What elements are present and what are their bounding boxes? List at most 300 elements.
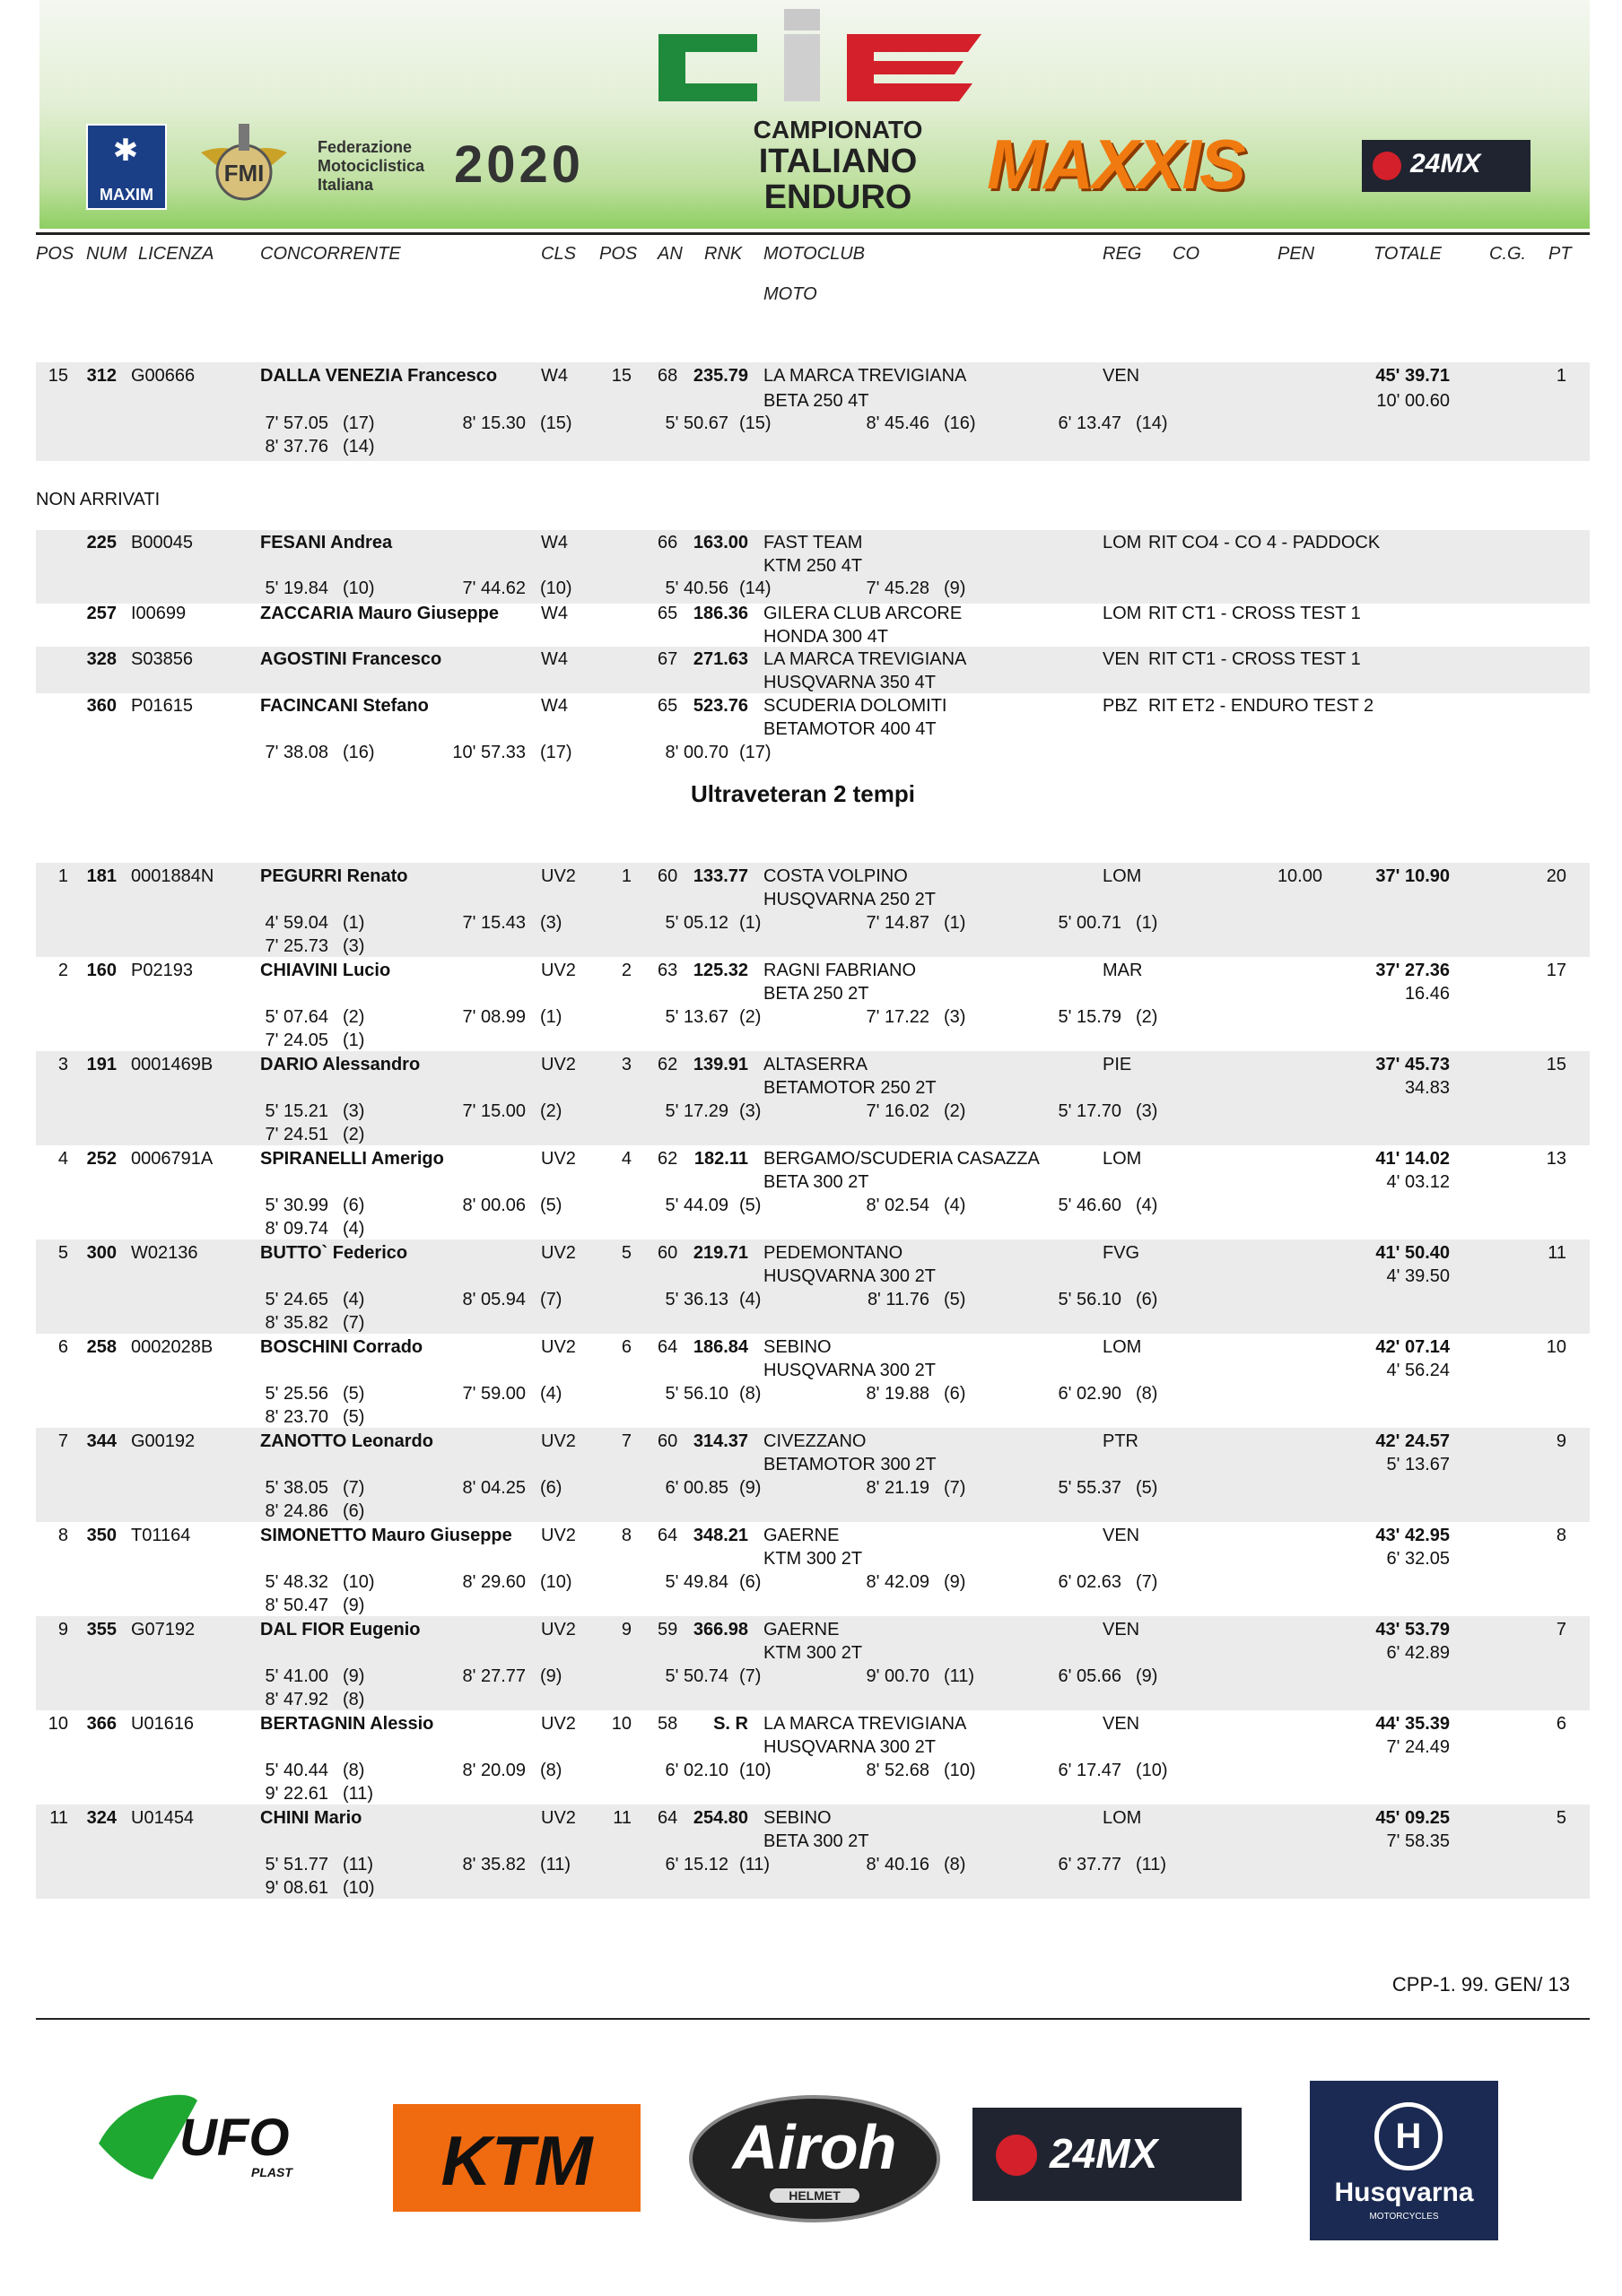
header-divider — [36, 232, 1590, 235]
test-time: 8' 47.92 — [265, 1690, 328, 1709]
rider-name: CHIAVINI Lucio — [260, 961, 391, 980]
page-code: CPP-1. 99. GEN/ 13 — [1391, 1973, 1570, 1996]
test-time: 5' 15.79 — [1058, 1007, 1121, 1027]
moto: BETA 300 2T — [763, 1831, 869, 1851]
class: UV2 — [541, 1149, 576, 1169]
test-rank: (6) — [343, 1501, 365, 1521]
col-class-pos: POS — [599, 244, 638, 264]
test-time: 9' 00.70 — [866, 1666, 929, 1686]
licenza: 0001884N — [131, 866, 214, 886]
gap-time: 5' 13.67 — [1386, 1455, 1450, 1474]
pos: 6 — [57, 1337, 68, 1357]
test-rank: (10) — [343, 1878, 375, 1898]
points: 9 — [1556, 1431, 1566, 1451]
test-rank: (5) — [1136, 1478, 1158, 1498]
test-rank: (1) — [944, 913, 966, 933]
points: 5 — [1556, 1808, 1566, 1828]
maxim-star-icon: ✱ — [112, 134, 139, 168]
class-pos: 5 — [621, 1243, 632, 1263]
moto: HUSQVARNA 300 2T — [763, 1266, 936, 1286]
pos: 9 — [57, 1620, 68, 1639]
test-rank: (16) — [944, 413, 976, 433]
col-num: NUM — [86, 244, 127, 264]
test-time: 5' 56.10 — [665, 1384, 728, 1404]
test-time: 5' 00.71 — [1058, 913, 1121, 933]
test-time: 8' 50.47 — [265, 1596, 328, 1615]
rider-name: FACINCANI Stefano — [260, 696, 429, 716]
test-time: 7' 38.08 — [265, 743, 328, 762]
year: 58 — [658, 1714, 678, 1734]
test-rank: (1) — [540, 1007, 562, 1027]
motoclub: LA MARCA TREVIGIANA — [763, 366, 967, 386]
licenza: 0002028B — [131, 1337, 214, 1357]
test-rank: (11) — [944, 1666, 975, 1686]
class-pos: 8 — [621, 1526, 632, 1545]
year: 59 — [658, 1620, 678, 1639]
ktm-label: KTM — [440, 2121, 593, 2200]
test-rank: (4) — [343, 1290, 365, 1309]
test-time: 5' 25.56 — [265, 1384, 328, 1404]
test-time: 5' 49.84 — [665, 1572, 728, 1592]
test-rank: (4) — [540, 1384, 562, 1404]
test-time: 6' 17.47 — [1058, 1761, 1121, 1780]
test-rank: (10) — [343, 578, 375, 598]
class: W4 — [541, 604, 568, 623]
test-rank: (4) — [343, 1219, 365, 1239]
test-time: 8' 19.88 — [866, 1384, 929, 1404]
ranking: 523.76 — [693, 696, 748, 716]
test-time: 5' 13.67 — [665, 1007, 728, 1027]
test-time: 8' 20.09 — [462, 1761, 526, 1780]
test-rank: (5) — [343, 1384, 365, 1404]
pos: 2 — [57, 961, 68, 980]
test-time: 8' 21.19 — [866, 1478, 929, 1498]
class: UV2 — [541, 1431, 576, 1451]
test-time: 6' 00.85 — [665, 1478, 728, 1498]
ranking: 186.36 — [693, 604, 748, 623]
total-time: 41' 50.40 — [1375, 1243, 1450, 1263]
test-rank: (17) — [540, 743, 572, 762]
ranking: 186.84 — [693, 1337, 748, 1357]
num: 252 — [86, 1149, 117, 1169]
year: 64 — [658, 1337, 678, 1357]
test-rank: (5) — [739, 1196, 762, 1215]
championship-name — [703, 117, 972, 215]
year: 68 — [658, 366, 678, 386]
licenza: P02193 — [131, 961, 193, 980]
moto: HUSQVARNA 300 2T — [763, 1737, 936, 1757]
test-time: 8' 15.30 — [462, 413, 526, 433]
test-time: 5' 24.65 — [265, 1290, 328, 1309]
airoh-helmet-label: HELMET — [770, 2188, 859, 2203]
points: 6 — [1556, 1714, 1566, 1734]
test-rank: (14) — [343, 437, 375, 457]
ranking: 314.37 — [693, 1431, 748, 1451]
moto: BETA 250 2T — [763, 984, 869, 1004]
num: 191 — [86, 1055, 117, 1074]
ktm-logo — [393, 2104, 641, 2212]
licenza: G00666 — [131, 366, 196, 386]
test-rank: (17) — [739, 743, 772, 762]
class: UV2 — [541, 1714, 576, 1734]
test-rank: (5) — [343, 1407, 365, 1427]
motoclub: ALTASERRA — [763, 1055, 868, 1074]
test-rank: (8) — [343, 1690, 365, 1709]
licenza: U01454 — [131, 1808, 195, 1828]
class: W4 — [541, 649, 568, 669]
test-time: 8' 24.86 — [265, 1501, 328, 1521]
licenza: S03856 — [131, 649, 193, 669]
motoclub: LA MARCA TREVIGIANA — [763, 649, 967, 669]
test-time: 7' 59.00 — [462, 1384, 526, 1404]
test-rank: (4) — [944, 1196, 966, 1215]
test-rank: (14) — [1136, 413, 1168, 433]
class-pos: 15 — [611, 366, 632, 386]
24mx-mark-icon — [996, 2135, 1037, 2176]
ranking: 139.91 — [693, 1055, 748, 1074]
total-time: 43' 42.95 — [1375, 1526, 1450, 1545]
gap-time: 4' 56.24 — [1386, 1361, 1450, 1380]
test-time: 7' 57.05 — [265, 413, 328, 433]
rider-name: PEGURRI Renato — [260, 866, 408, 886]
licenza: B00045 — [131, 533, 193, 552]
year: 64 — [658, 1808, 678, 1828]
gap-time: 4' 39.50 — [1386, 1266, 1450, 1286]
ranking: S. R — [713, 1714, 748, 1734]
test-time: 5' 17.70 — [1058, 1101, 1121, 1121]
test-rank: (2) — [944, 1101, 966, 1121]
test-rank: (8) — [343, 1761, 365, 1780]
year: 63 — [658, 961, 678, 980]
moto: BETAMOTOR 400 4T — [763, 719, 937, 739]
test-time: 8' 11.76 — [867, 1290, 929, 1309]
test-rank: (9) — [739, 1478, 762, 1498]
test-rank: (10) — [540, 578, 572, 598]
test-rank: (10) — [1136, 1761, 1168, 1780]
test-time: 8' 09.74 — [265, 1219, 328, 1239]
test-rank: (9) — [540, 1666, 562, 1686]
test-rank: (10) — [739, 1761, 772, 1780]
year: 62 — [658, 1149, 678, 1169]
test-time: 8' 29.60 — [462, 1572, 526, 1592]
penalty: 10.00 — [1277, 866, 1322, 886]
test-time: 8' 45.46 — [866, 413, 929, 433]
24mx-logo — [1362, 140, 1530, 192]
gap-time: 34.83 — [1404, 1078, 1450, 1098]
motoclub: SEBINO — [763, 1337, 832, 1357]
ufo-plast-logo — [90, 2090, 341, 2188]
ranking: 182.11 — [693, 1149, 748, 1169]
test-rank: (2) — [1136, 1007, 1158, 1027]
championship-line: ITALIANO — [758, 143, 918, 180]
pos: 8 — [57, 1526, 68, 1545]
licenza: 0001469B — [131, 1055, 214, 1074]
test-rank: (7) — [540, 1290, 562, 1309]
total-time: 37' 10.90 — [1375, 866, 1450, 886]
total-time: 45' 09.25 — [1375, 1808, 1450, 1828]
test-rank: (5) — [944, 1290, 966, 1309]
total-time: 42' 24.57 — [1375, 1431, 1450, 1451]
col-moto: MOTO — [763, 284, 817, 304]
total-time: 43' 53.79 — [1375, 1620, 1450, 1639]
col-concorrente: CONCORRENTE — [260, 244, 401, 264]
test-time: 7' 17.22 — [866, 1007, 929, 1027]
class: UV2 — [541, 1526, 576, 1545]
test-time: 10' 57.33 — [452, 743, 526, 762]
rider-name: SIMONETTO Mauro Giuseppe — [260, 1526, 512, 1545]
rider-name: DARIO Alessandro — [260, 1055, 421, 1074]
cie-logo — [650, 7, 990, 115]
region: LOM — [1103, 866, 1142, 886]
federation-name — [318, 138, 424, 195]
test-rank: (14) — [739, 578, 772, 598]
test-rank: (3) — [1136, 1101, 1158, 1121]
airoh-logo — [689, 2095, 940, 2221]
test-rank: (6) — [540, 1478, 562, 1498]
test-rank: (16) — [343, 743, 375, 762]
moto: HUSQVARNA 350 4T — [763, 673, 936, 692]
licenza: 0006791A — [131, 1149, 214, 1169]
class-pos: 7 — [621, 1431, 632, 1451]
num: 360 — [86, 696, 117, 716]
motoclub: COSTA VOLPINO — [763, 866, 908, 886]
championship-line: CAMPIONATO — [753, 116, 923, 144]
motoclub: GAERNE — [763, 1620, 840, 1639]
test-time: 7' 25.73 — [265, 936, 328, 956]
federation-line: Motociclistica — [318, 157, 425, 175]
gap-time: 4' 03.12 — [1386, 1172, 1450, 1192]
test-time: 8' 02.54 — [866, 1196, 929, 1215]
championship-line: ENDURO — [763, 178, 912, 216]
col-cls: CLS — [541, 244, 576, 264]
test-time: 6' 15.12 — [665, 1855, 728, 1874]
test-rank: (7) — [343, 1478, 365, 1498]
ranking: 163.00 — [693, 533, 748, 552]
points: 17 — [1546, 961, 1566, 980]
col-totale: TOTALE — [1373, 244, 1442, 264]
licenza: U01616 — [131, 1714, 195, 1734]
year: 66 — [658, 533, 678, 552]
rider-name: CHINI Mario — [260, 1808, 362, 1828]
motoclub: PEDEMONTANO — [763, 1243, 903, 1263]
test-time: 8' 40.16 — [866, 1855, 929, 1874]
num: 160 — [86, 961, 117, 980]
col-reg: REG — [1103, 244, 1142, 264]
test-time: 6' 13.47 — [1058, 413, 1121, 433]
test-rank: (10) — [944, 1761, 976, 1780]
moto: BETA 300 2T — [763, 1172, 869, 1192]
test-rank: (8) — [944, 1855, 966, 1874]
class: UV2 — [541, 961, 576, 980]
motoclub: SCUDERIA DOLOMITI — [763, 696, 947, 716]
test-rank: (7) — [343, 1313, 365, 1333]
region: VEN — [1103, 1526, 1140, 1545]
motoclub: RAGNI FABRIANO — [763, 961, 917, 980]
footer-divider — [36, 2018, 1590, 2020]
year: 60 — [658, 866, 678, 886]
season-year: 2020 — [454, 135, 585, 194]
licenza: G00192 — [131, 1431, 196, 1451]
test-time: 5' 36.13 — [665, 1290, 728, 1309]
motoclub: GILERA CLUB ARCORE — [763, 604, 963, 623]
ranking: 348.21 — [693, 1526, 748, 1545]
ranking: 125.32 — [693, 961, 748, 980]
points: 7 — [1556, 1620, 1566, 1639]
num: 258 — [86, 1337, 117, 1357]
test-rank: (1) — [343, 1031, 365, 1050]
region: LOM — [1103, 1337, 1142, 1357]
class-pos: 11 — [613, 1808, 632, 1828]
motoclub: FAST TEAM — [763, 533, 863, 552]
num: 324 — [86, 1808, 117, 1828]
points: 11 — [1548, 1243, 1566, 1263]
class-pos: 10 — [611, 1714, 632, 1734]
test-time: 5' 05.12 — [665, 913, 728, 933]
test-time: 7' 08.99 — [462, 1007, 526, 1027]
test-time: 7' 45.28 — [866, 578, 929, 598]
class: W4 — [541, 366, 568, 386]
year: 65 — [658, 696, 678, 716]
retire-status: RIT ET2 - ENDURO TEST 2 — [1148, 696, 1374, 716]
col-cg: C.G. — [1489, 244, 1527, 264]
test-time: 6' 02.10 — [665, 1761, 728, 1780]
test-time: 8' 00.06 — [462, 1196, 526, 1215]
num: 225 — [86, 533, 117, 552]
test-rank: (11) — [540, 1855, 571, 1874]
test-time: 6' 02.63 — [1058, 1572, 1121, 1592]
rider-name: DALLA VENEZIA Francesco — [260, 366, 498, 386]
test-rank: (8) — [540, 1761, 562, 1780]
plast-label: PLAST — [251, 2165, 292, 2179]
class-pos: 3 — [621, 1055, 632, 1074]
husqvarna-label: Husqvarna — [1334, 2178, 1474, 2207]
region: LOM — [1103, 533, 1142, 552]
points: 20 — [1546, 866, 1566, 886]
licenza: G07192 — [131, 1620, 196, 1639]
test-rank: (6) — [1136, 1290, 1158, 1309]
motoclub: LA MARCA TREVIGIANA — [763, 1714, 967, 1734]
test-time: 7' 24.51 — [265, 1125, 328, 1144]
test-time: 5' 30.99 — [265, 1196, 328, 1215]
test-time: 9' 22.61 — [265, 1784, 328, 1804]
test-rank: (11) — [739, 1855, 771, 1874]
test-rank: (7) — [1136, 1572, 1158, 1592]
test-rank: (3) — [739, 1101, 762, 1121]
col-rnk: RNK — [704, 244, 743, 264]
col-pos: POS — [36, 244, 74, 264]
test-time: 5' 50.74 — [665, 1666, 728, 1686]
pos: 10 — [48, 1714, 68, 1734]
points: 8 — [1556, 1526, 1566, 1545]
rider-name: AGOSTINI Francesco — [260, 649, 442, 669]
test-rank: (11) — [1136, 1855, 1167, 1874]
airoh-label: Airoh — [732, 2112, 897, 2182]
test-rank: (7) — [739, 1666, 762, 1686]
24mx-footer-label: 24MX — [1050, 2130, 1158, 2177]
region: LOM — [1103, 1808, 1142, 1828]
num: 312 — [86, 366, 117, 386]
moto: BETAMOTOR 250 2T — [763, 1078, 937, 1098]
federation-line: Federazione — [318, 138, 413, 156]
pos: 5 — [57, 1243, 68, 1263]
region: PIE — [1103, 1055, 1132, 1074]
test-time: 8' 27.77 — [462, 1666, 526, 1686]
test-time: 5' 48.32 — [265, 1572, 328, 1592]
test-rank: (6) — [343, 1196, 365, 1215]
test-rank: (8) — [1136, 1384, 1158, 1404]
region: PBZ — [1103, 696, 1138, 716]
test-time: 5' 44.09 — [665, 1196, 728, 1215]
test-time: 8' 00.70 — [665, 743, 728, 762]
test-time: 5' 15.21 — [265, 1101, 328, 1121]
points: 10 — [1546, 1337, 1566, 1357]
pos: 3 — [57, 1055, 68, 1074]
region: FVG — [1103, 1243, 1140, 1263]
test-rank: (2) — [739, 1007, 762, 1027]
test-rank: (10) — [343, 1572, 375, 1592]
licenza: W02136 — [131, 1243, 198, 1263]
test-time: 5' 50.67 — [665, 413, 728, 433]
test-rank: (15) — [540, 413, 572, 433]
num: 355 — [86, 1620, 117, 1639]
test-rank: (11) — [343, 1855, 374, 1874]
class-pos: 2 — [621, 961, 632, 980]
retire-status: RIT CT1 - CROSS TEST 1 — [1148, 649, 1361, 669]
test-rank: (4) — [1136, 1196, 1158, 1215]
licenza: T01164 — [131, 1526, 191, 1545]
rider-name: BUTTO` Federico — [260, 1243, 408, 1263]
test-rank: (9) — [1136, 1666, 1158, 1686]
husqvarna-crown-icon: H — [1374, 2102, 1443, 2170]
moto: BETAMOTOR 300 2T — [763, 1455, 937, 1474]
ranking: 271.63 — [693, 649, 748, 669]
test-rank: (2) — [540, 1101, 562, 1121]
test-time: 8' 04.25 — [462, 1478, 526, 1498]
rider-name: BOSCHINI Corrado — [260, 1337, 423, 1357]
class-pos: 6 — [621, 1337, 632, 1357]
col-co: CO — [1173, 244, 1199, 264]
class: UV2 — [541, 1055, 576, 1074]
test-time: 5' 46.60 — [1058, 1196, 1121, 1215]
pos: 7 — [57, 1431, 68, 1451]
test-rank: (2) — [343, 1125, 365, 1144]
rider-name: BERTAGNIN Alessio — [260, 1714, 434, 1734]
section-title: Ultraveteran 2 tempi — [691, 780, 915, 807]
test-time: 7' 15.43 — [462, 913, 526, 933]
region: LOM — [1103, 604, 1142, 623]
test-time: 6' 02.90 — [1058, 1384, 1121, 1404]
test-time: 5' 17.29 — [665, 1101, 728, 1121]
motoclub: CIVEZZANO — [763, 1431, 867, 1451]
pos: 11 — [49, 1808, 68, 1828]
class: UV2 — [541, 1243, 576, 1263]
test-time: 5' 38.05 — [265, 1478, 328, 1498]
moto: BETA 250 4T — [763, 391, 869, 411]
non-arrivati-label: NON ARRIVATI — [36, 490, 161, 509]
ranking: 235.79 — [693, 366, 748, 386]
test-time: 5' 40.56 — [665, 578, 728, 598]
test-rank: (1) — [1136, 913, 1158, 933]
class-pos: 4 — [621, 1149, 632, 1169]
col-pt: PT — [1548, 244, 1572, 264]
24mx-label: 24MX — [1410, 149, 1481, 178]
test-rank: (9) — [343, 1666, 365, 1686]
num: 350 — [86, 1526, 117, 1545]
moto: HUSQVARNA 250 2T — [763, 890, 936, 909]
test-time: 8' 52.68 — [866, 1761, 929, 1780]
pos: 1 — [57, 866, 68, 886]
year: 60 — [658, 1431, 678, 1451]
